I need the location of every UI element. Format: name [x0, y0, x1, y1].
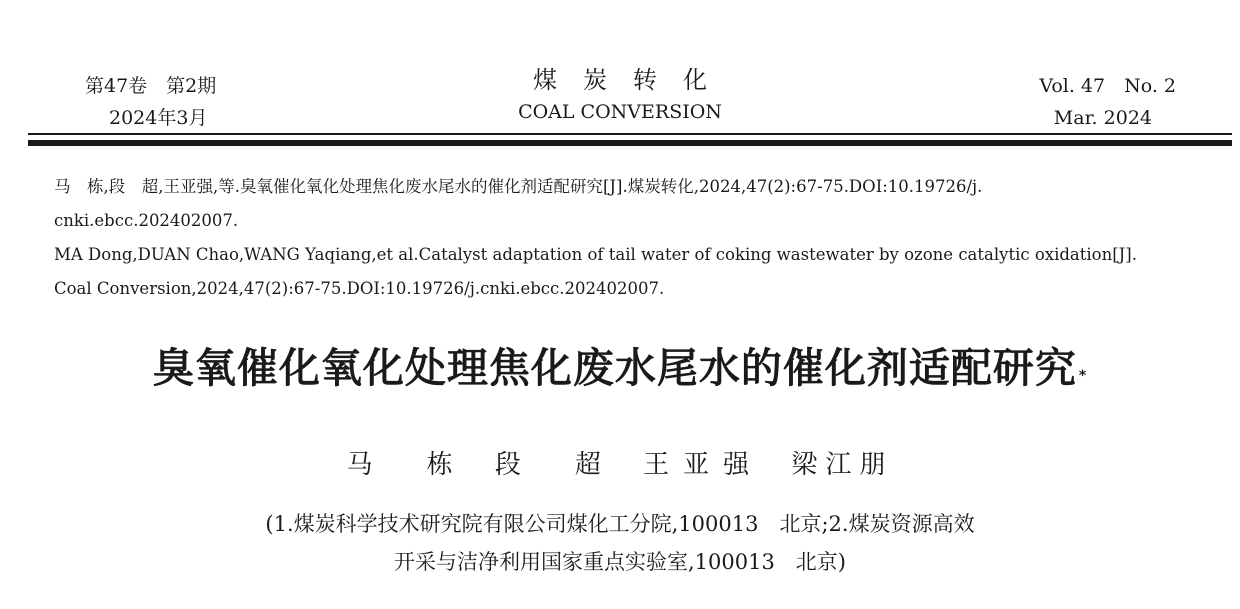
volume-issue-cn: 第47卷 第2期	[85, 75, 217, 97]
author-name: 王亚强	[643, 450, 764, 480]
author-name: 马 栋	[346, 450, 467, 480]
journal-name-cn: 煤炭转化	[533, 66, 733, 94]
citation-block	[54, 170, 1204, 306]
affiliation-line1: (1.煤炭科学技术研究院有限公司煤化工分院,100013 北京;2.煤炭资源高效	[265, 512, 975, 536]
paper-title-text: 臭氧催化氧化处理焦化废水尾水的催化剂适配研究	[152, 344, 1077, 392]
header-rule-thick	[28, 140, 1232, 146]
citation-en-line1: MA Dong,DUAN Chao,WANG Yaqiang,et al.Catalyst adaptation of tail water of coking wastewater by ozone catalytic oxidation[J].	[54, 245, 1137, 264]
affiliation-line2: 开采与洁净利用国家重点实验室,100013 北京)	[393, 550, 847, 574]
date-en: Mar. 2024	[1053, 107, 1152, 129]
title-footnote-mark: *	[1078, 368, 1088, 384]
volume-issue-en: Vol. 47 No. 2	[1039, 75, 1176, 97]
header-rule-thin	[28, 133, 1232, 135]
citation-cn-line1: 马 栋,段 超,王亚强,等.臭氧催化氧化处理焦化废水尾水的催化剂适配研究[J].煤炭转化,2024,47(2):67-75.DOI:10.19726/j.	[54, 177, 983, 196]
citation-en-line2: Coal Conversion,2024,47(2):67-75.DOI:10.19726/j.cnki.ebcc.202402007.	[54, 279, 665, 298]
author-list	[0, 445, 1240, 485]
header-right	[1039, 70, 1176, 134]
journal-name-en: COAL CONVERSION	[518, 101, 722, 123]
author-name: 梁江朋	[791, 450, 894, 480]
journal-header	[0, 0, 1240, 150]
citation-cn-line2: cnki.ebcc.202402007.	[54, 211, 239, 230]
affiliation-block	[0, 505, 1240, 581]
paper-title	[0, 338, 1240, 398]
author-name: 段 超	[494, 450, 615, 480]
date-cn: 2024年3月	[109, 107, 208, 129]
